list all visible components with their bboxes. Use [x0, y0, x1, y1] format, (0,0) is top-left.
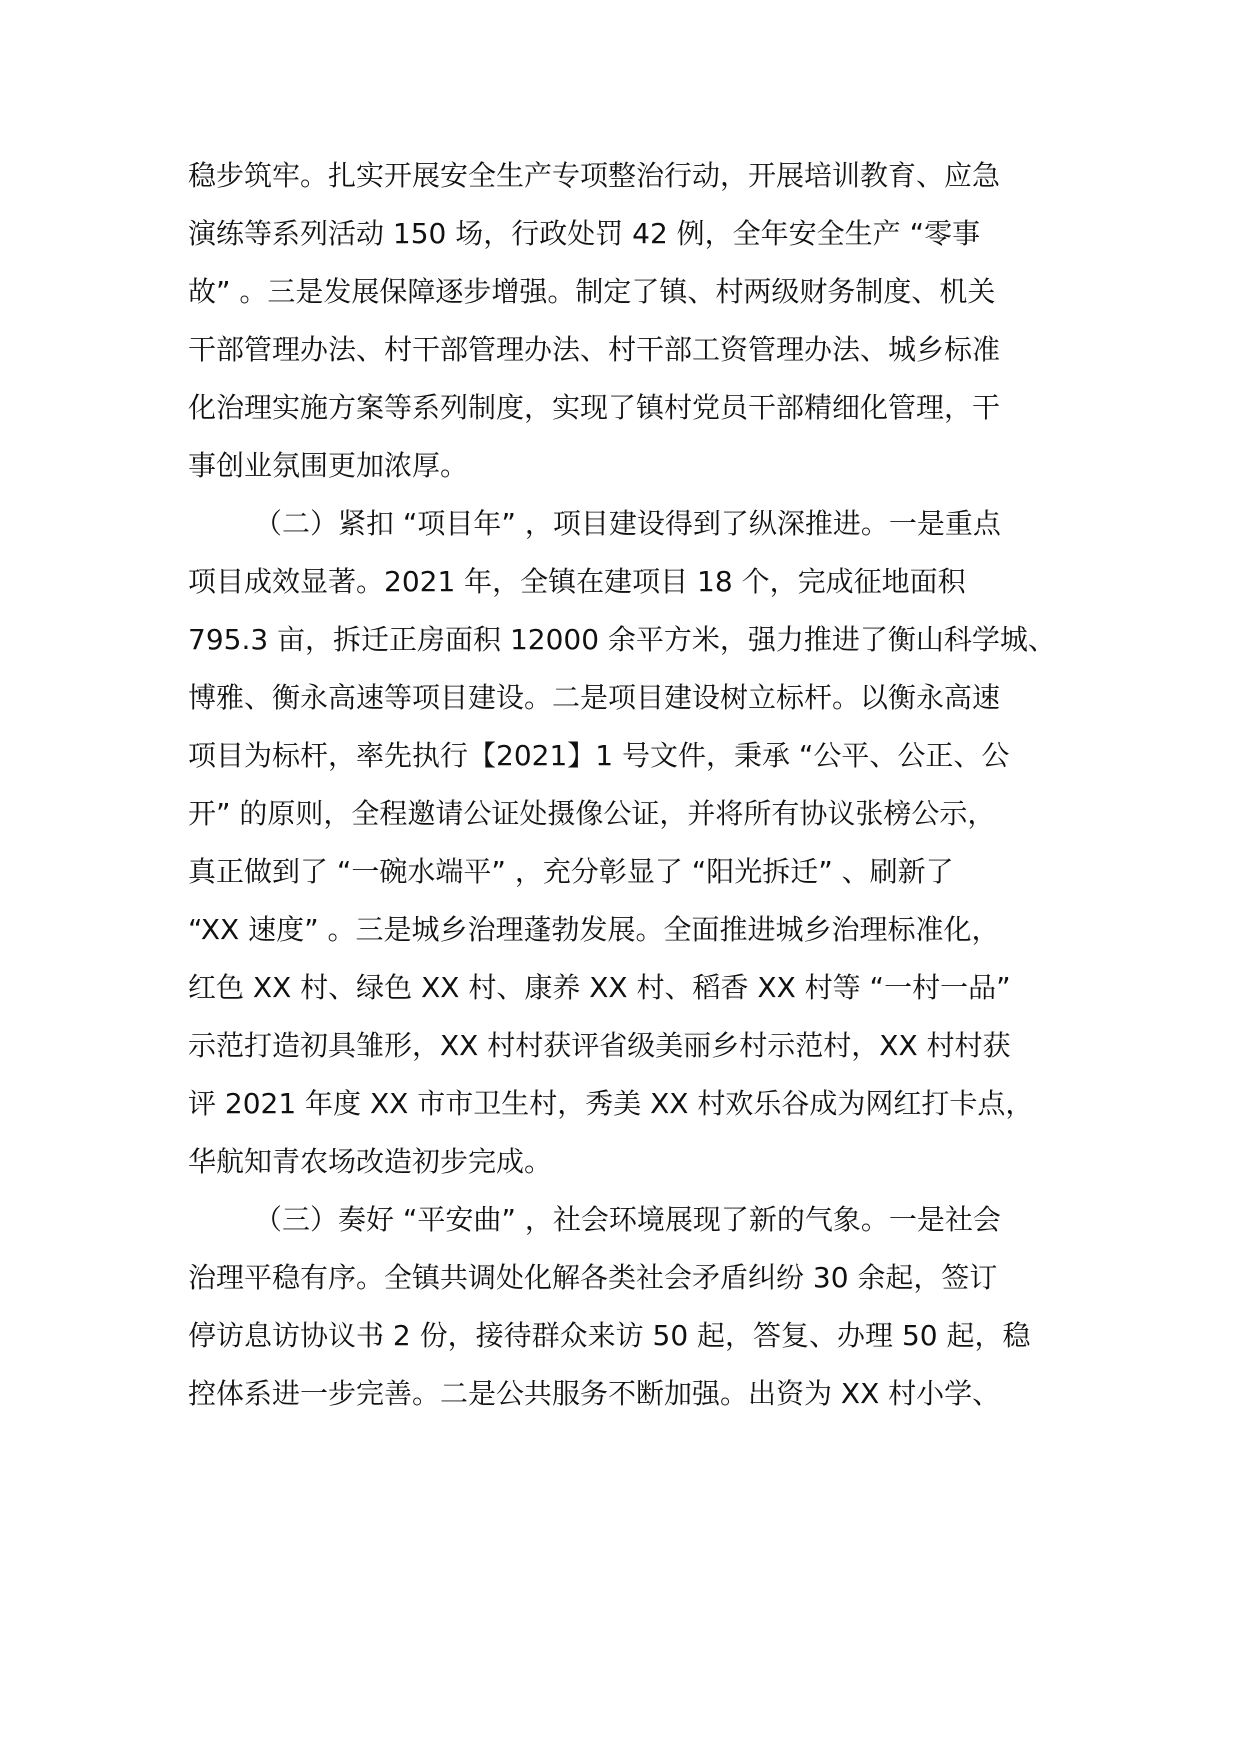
body-text-line: 红色 XX 村、绿色 XX 村、康养 XX 村、稻香 XX 村等 “一村一品” — [188, 971, 1011, 1004]
body-text-line: 博雅、衡永高速等项目建设。二是项目建设树立标杆。以衡永高速 — [188, 681, 1001, 714]
body-text-line: 795.3 亩，拆迁正房面积 12000 余平方米，强力推进了衡山科学城、 — [188, 623, 1056, 656]
body-text-line: 评 2021 年度 XX 市市卫生村，秀美 XX 村欢乐谷成为网红打卡点， — [188, 1087, 1034, 1120]
body-text-line: 故” 。三是发展保障逐步增强。制定了镇、村两级财务制度、机关 — [188, 275, 996, 308]
body-text-line: 项目为标杆，率先执行【2021】1 号文件，秉承 “公平、公正、公 — [188, 739, 1010, 772]
body-text-line: 华航知青农场改造初步完成。 — [188, 1145, 553, 1178]
body-text-line: 演练等系列活动 150 场，行政处罚 42 例，全年安全生产 “零事 — [188, 217, 981, 250]
body-text-line: 化治理实施方案等系列制度，实现了镇村党员干部精细化管理，干 — [188, 391, 1001, 424]
section-heading-line: （三）奏好 “平安曲” ，社会环境展现了新的气象。一是社会 — [254, 1203, 1001, 1236]
body-text-line: 干部管理办法、村干部管理办法、村干部工资管理办法、城乡标准 — [188, 333, 1001, 366]
body-text-line: 示范打造初具雏形，XX 村村获评省级美丽乡村示范村，XX 村村获 — [188, 1029, 1011, 1062]
body-text-line: 事创业氛围更加浓厚。 — [188, 449, 469, 482]
section-heading-line: （二）紧扣 “项目年” ，项目建设得到了纵深推进。一是重点 — [254, 507, 1001, 540]
body-text-line: 控体系进一步完善。二是公共服务不断加强。出资为 XX 村小学、 — [188, 1377, 1001, 1410]
body-text-line: 真正做到了 “一碗水端平” ，充分彰显了 “阳光拆迁” 、刷新了 — [188, 855, 954, 888]
body-text-line: 稳步筑牢。扎实开展安全生产专项整治行动，开展培训教育、应急 — [188, 159, 1001, 192]
body-text-line: 项目成效显著。2021 年，全镇在建项目 18 个，完成征地面积 — [188, 565, 966, 598]
body-text-line: 停访息访协议书 2 份，接待群众来访 50 起，答复、办理 50 起，稳 — [188, 1319, 1031, 1352]
body-text-line: “XX 速度” 。三是城乡治理蓬勃发展。全面推进城乡治理标准化， — [188, 913, 1000, 946]
body-text-line: 治理平稳有序。全镇共调处化解各类社会矛盾纠纷 30 余起，签订 — [188, 1261, 998, 1294]
body-text-line: 开” 的原则，全程邀请公证处摄像公证，并将所有协议张榜公示， — [188, 797, 996, 830]
